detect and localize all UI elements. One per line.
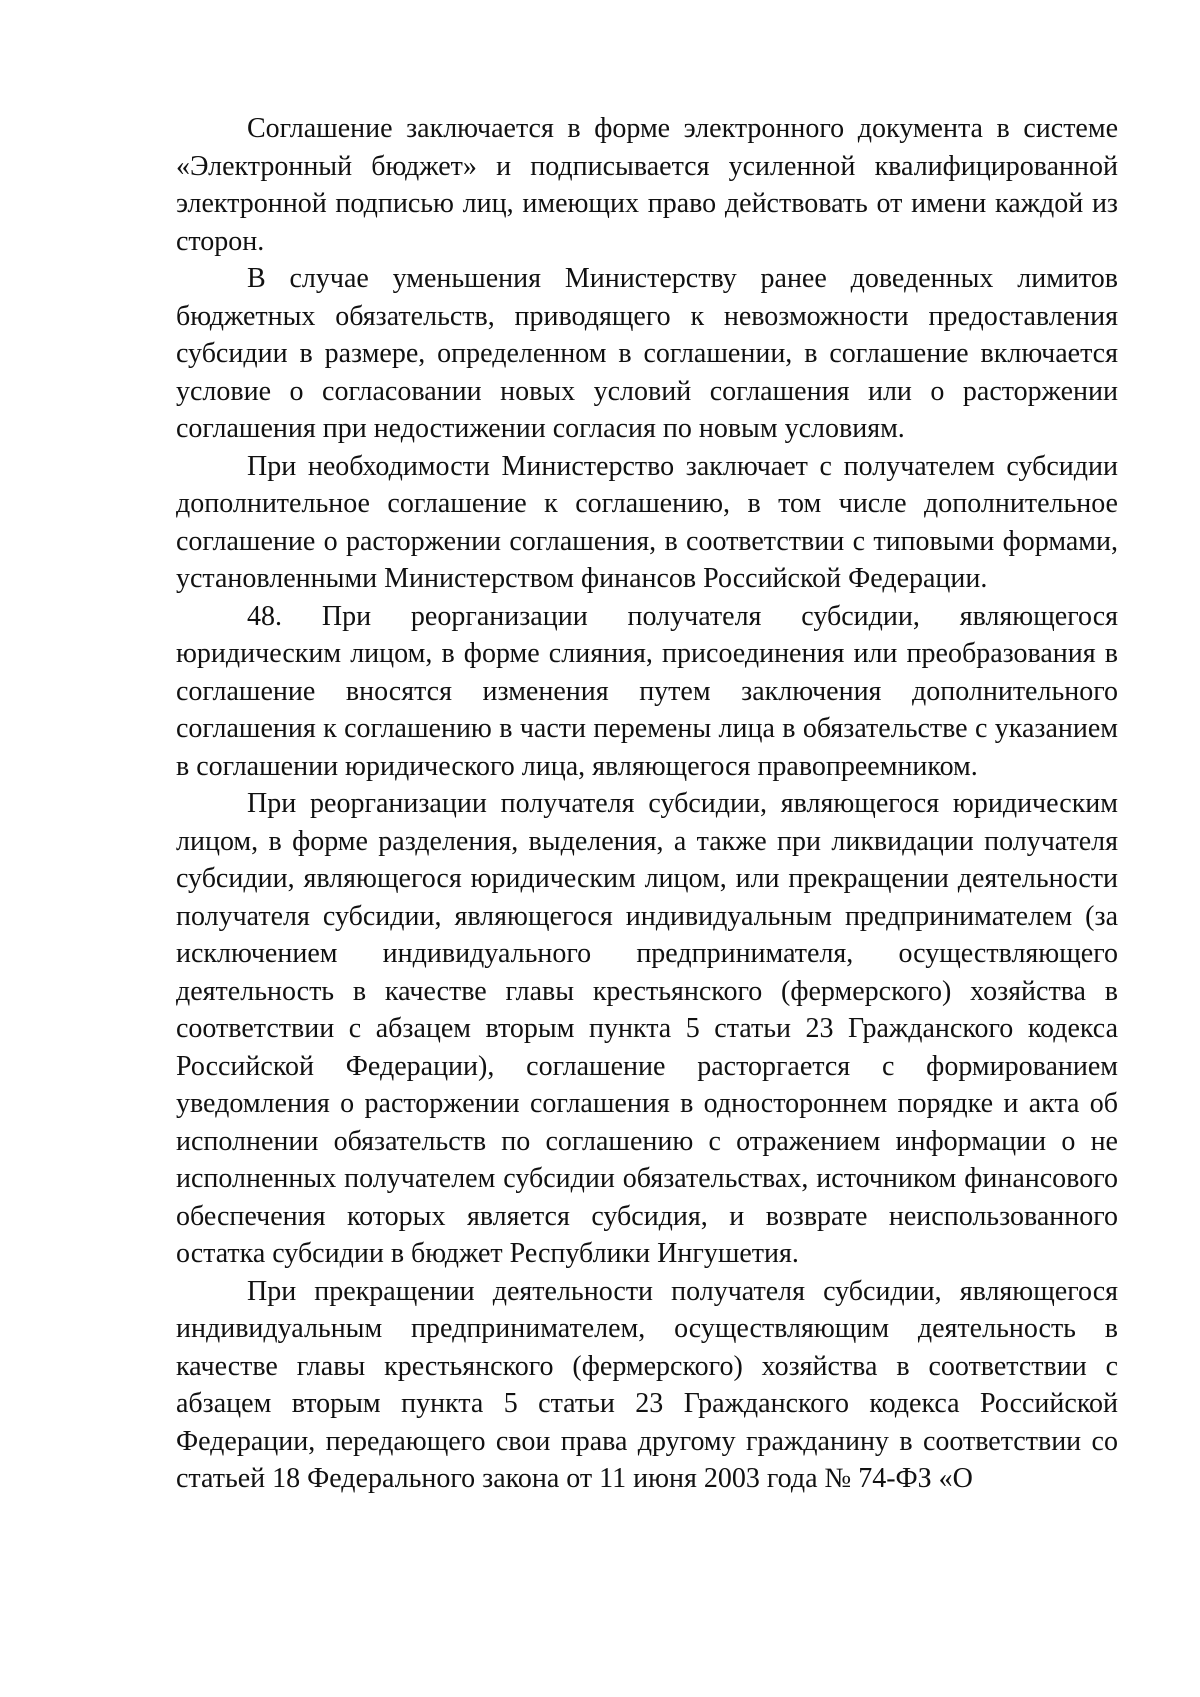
paragraph-farm-head-termination: При прекращении деятельности получателя субсидии, являющегося индивидуальным предпринимателем, осуществляющим деятельность в качестве главы крестьянского (фермерского) хозяйства в соответствии с абзацем вторым пункта 5 статьи 23 Гражданского кодекса Российской Федерации, передающего свои права другому гражданину в соответствии со статьей 18 Федерального закона от 11 июня 2003 года № 74-ФЗ «О	[176, 1275, 1118, 1494]
document-body	[176, 110, 1118, 1498]
paragraph-item-48-reorganization: 48. При реорганизации получателя субсидии, являющегося юридическим лицом, в форме слияния, присоединения или преобразования в соглашение вносятся изменения путем заключения дополнительного соглашения к соглашению в части перемены лица в обязательстве с указанием в соглашении юридического лица, являющегося правопреемником.	[176, 600, 1118, 782]
paragraph-agreement-form: Соглашение заключается в форме электронного документа в системе «Электронный бюджет» и подписывается усиленной квалифицированной электронной подписью лиц, имеющих право действовать от имени каждой из сторон.	[176, 113, 1118, 257]
paragraph-limits-reduction: В случае уменьшения Министерству ранее доведенных лимитов бюджетных обязательств, приводящего к невозможности предоставления субсидии в размере, определенном в соглашении, в соглашение включается условие о согласовании новых условий соглашения или о расторжении соглашения при недостижении согласия по новым условиям.	[176, 263, 1118, 444]
paragraph-additional-agreement: При необходимости Министерство заключает с получателем субсидии дополнительное соглашение к соглашению, в том числе дополнительное соглашение о расторжении соглашения, в соответствии с типовыми формами, установленными Министерством финансов Российской Федерации.	[176, 450, 1118, 594]
paragraph-reorganization-termination: При реорганизации получателя субсидии, являющегося юридическим лицом, в форме разделения, выделения, а также при ликвидации получателя субсидии, являющегося юридическим лицом, или прекращении деятельности получателя субсидии, являющегося индивидуальным предпринимателем (за исключением индивидуального предпринимателя, осуществляющего деятельность в качестве главы крестьянского (фермерского) хозяйства в соответствии с абзацем вторым пункта 5 статьи 23 Гражданского кодекса Российской Федерации), соглашение расторгается с формированием уведомления о расторжении соглашения в одностороннем порядке и акта об исполнении обязательств по соглашению с отражением информации о не исполненных получателем субсидии обязательствах, источником финансового обеспечения которых является субсидия, и возврате неиспользованного остатка субсидии в бюджет Республики Ингушетия.	[176, 788, 1118, 1269]
